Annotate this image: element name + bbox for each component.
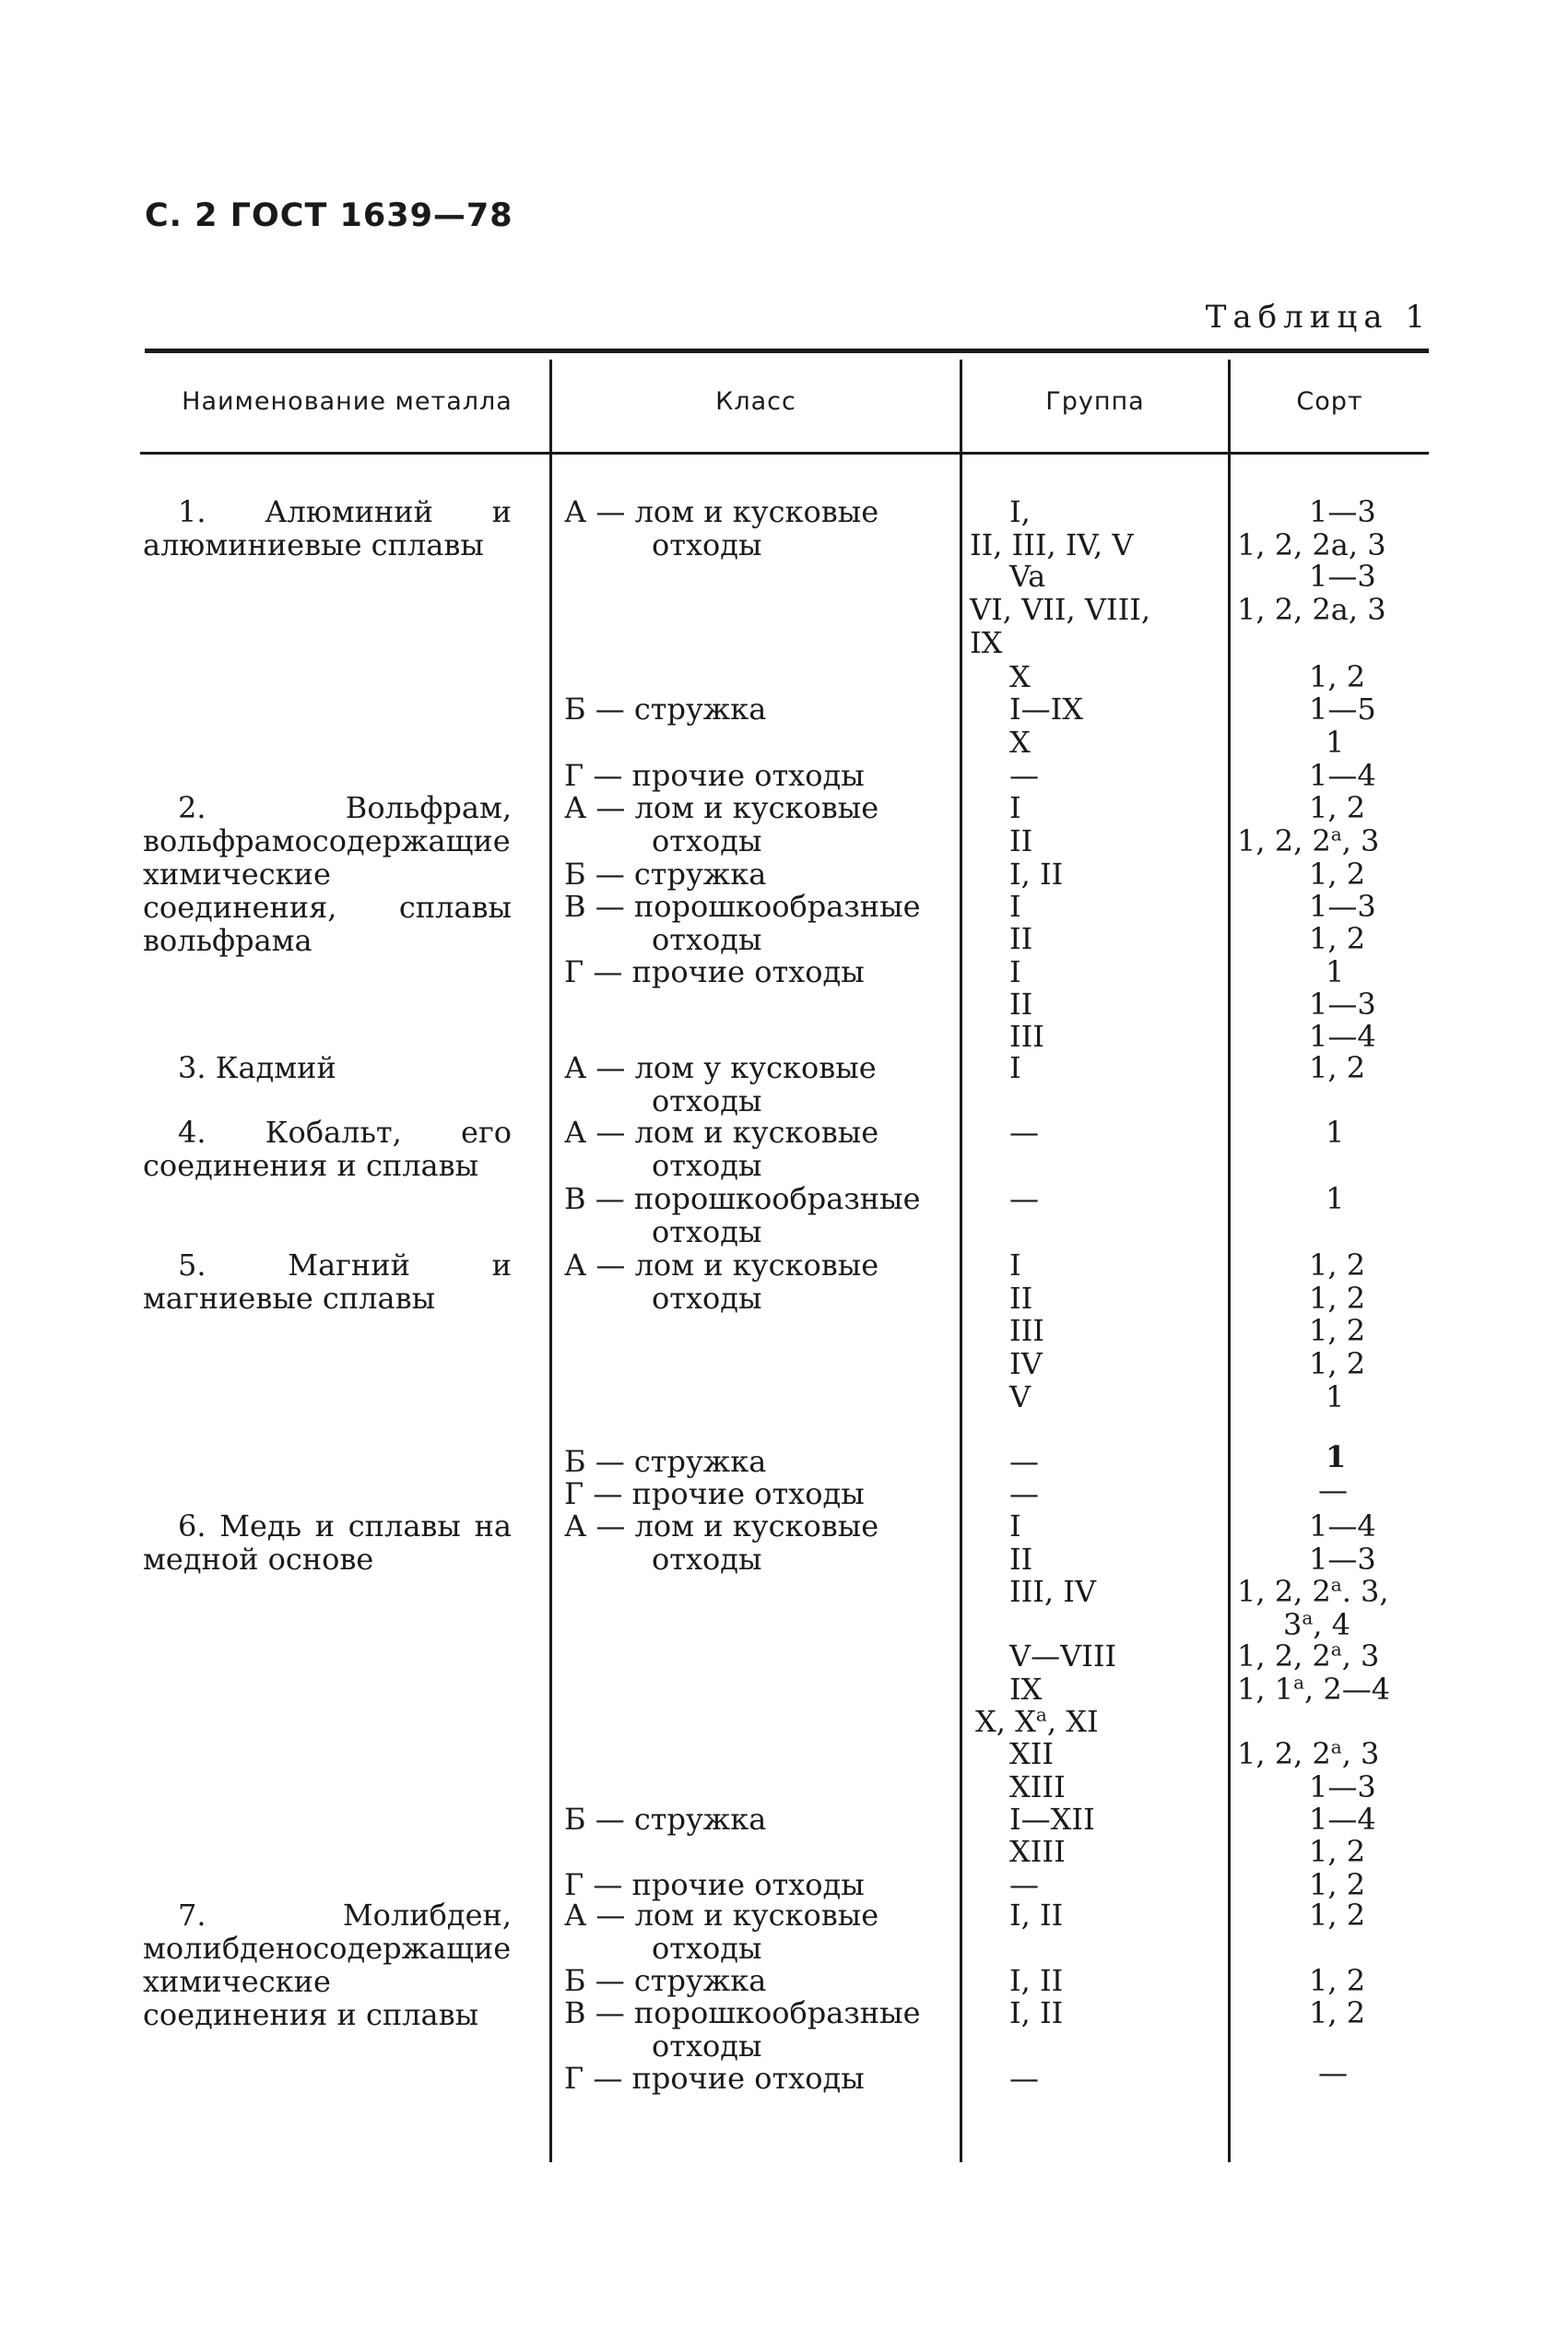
sort-cell: 1, 2, 2a, 3: [1237, 592, 1386, 627]
metal-name: 7. Молибден, молибденосодержащие химические соединения и сплавы: [143, 1898, 512, 2032]
group-cell: I: [1009, 790, 1021, 825]
group-cell: I, II: [1009, 1963, 1064, 1998]
sort-cell: 1, 2: [1309, 1834, 1366, 1869]
metal-name: 3. Кадмий: [178, 1050, 336, 1085]
group-cell: I: [1009, 1050, 1021, 1085]
sort-cell: 1, 2: [1309, 857, 1366, 892]
sort-cell: 1, 2: [1309, 1995, 1366, 2030]
group-cell: X: [1009, 725, 1031, 760]
sort-cell: 1: [1326, 1379, 1345, 1414]
group-cell: IX: [970, 625, 1003, 660]
group-cell: II, III, IV, V: [970, 527, 1134, 562]
col-header-sort: Сорт: [1296, 387, 1363, 416]
class-cell: Б — стружка: [564, 692, 767, 727]
sort-cell: 1, 2: [1309, 1346, 1366, 1381]
group-cell: II: [1009, 1281, 1033, 1316]
group-cell: I: [1009, 954, 1021, 989]
group-cell: II: [1009, 1542, 1033, 1577]
sort-cell: 1: [1326, 1115, 1345, 1150]
group-cell: —: [1009, 758, 1039, 793]
sort-cell: 3$^a$, 4: [1283, 1606, 1350, 1642]
group-cell: II: [1009, 823, 1033, 858]
class-cell: Г — прочие отходы: [564, 758, 865, 793]
sort-cell: 1—4: [1309, 1508, 1376, 1543]
group-cell: —: [1009, 2061, 1039, 2096]
class-cell: В — порошкообразные отходы: [564, 1995, 921, 2064]
sort-cell: 1—3: [1309, 1542, 1376, 1577]
group-cell: III: [1009, 1313, 1044, 1348]
group-cell: —: [1009, 1867, 1039, 1902]
group-cell: X, $X^a$, XI: [975, 1703, 1099, 1739]
class-cell: Г — прочие отходы: [564, 954, 865, 989]
class-cell: Г — прочие отходы: [564, 1476, 865, 1511]
group-cell: Va: [1009, 559, 1046, 594]
class-cell: А — лом и кусковые отходы: [564, 790, 879, 858]
sort-cell: —: [1318, 2055, 1348, 2090]
group-cell: VI, VII, VIII,: [970, 592, 1151, 627]
sort-cell: 1—3: [1309, 889, 1376, 924]
class-cell: Б — стружка: [564, 1444, 767, 1479]
sort-cell: 1: [1326, 1439, 1347, 1474]
col-divider-2: [960, 360, 962, 2162]
group-cell: V—VIII: [1009, 1638, 1117, 1674]
group-cell: III: [1009, 1019, 1044, 1054]
group-cell: I—XII: [1009, 1802, 1095, 1837]
class-cell: А — лом у кусковые отходы: [564, 1050, 877, 1118]
group-cell: I, II: [1009, 1898, 1064, 1933]
col-header-metal: Наименование металла: [182, 387, 513, 416]
group-cell: II: [1009, 921, 1033, 956]
sort-cell: 1—3: [1309, 987, 1376, 1022]
sort-cell: 1, 2: [1309, 1248, 1366, 1283]
group-cell: I: [1009, 1508, 1021, 1543]
sort-cell: 1—4: [1309, 758, 1376, 793]
sort-cell: 1, 2, 2a, 3: [1237, 527, 1386, 562]
group-cell: —: [1009, 1444, 1039, 1479]
sort-cell: 1, 2, 2$^a$. 3,: [1237, 1573, 1389, 1609]
group-cell: III, IV: [1009, 1574, 1097, 1609]
metal-name: 2. Вольфрам, вольфрамосодержащие химические соединения, сплавы вольфрама: [143, 790, 512, 958]
sort-cell: 1, 2, 2$^a$, 3: [1237, 1735, 1380, 1771]
metal-name: 6. Медь и сплавы на медной основе: [143, 1508, 512, 1577]
col-header-group: Группа: [1045, 387, 1145, 416]
sort-cell: 1—3: [1309, 559, 1376, 594]
class-cell: А — лом и кусковые отходы: [564, 1115, 879, 1183]
sort-cell: 1, 2, 2$^a$, 3: [1237, 822, 1380, 858]
sort-cell: 1—4: [1309, 1802, 1376, 1837]
group-cell: —: [1009, 1476, 1039, 1511]
group-cell: —: [1009, 1181, 1039, 1216]
sort-cell: 1, 2: [1309, 1313, 1366, 1348]
class-cell: Г — прочие отходы: [564, 1867, 865, 1902]
table-top-rule: [145, 349, 1429, 353]
sort-cell: 1, 2, 2$^a$, 3: [1237, 1638, 1380, 1674]
sort-cell: 1, 2: [1309, 1050, 1366, 1085]
group-cell: I, II: [1009, 1995, 1064, 2030]
class-cell: А — лом и кусковые отходы: [564, 1248, 879, 1316]
group-cell: —: [1009, 1115, 1039, 1150]
sort-cell: 1: [1326, 954, 1345, 989]
sort-cell: 1, 2: [1309, 1281, 1366, 1316]
metal-name: 1. Алюминий и алюминиевые сплавы: [143, 494, 512, 562]
group-cell: I: [1009, 1248, 1021, 1283]
sort-cell: 1, 2: [1309, 1963, 1366, 1998]
col-header-class: Класс: [715, 387, 796, 416]
class-cell: А — лом и кусковые отходы: [564, 1898, 879, 1966]
class-cell: Б — стружка: [564, 857, 767, 892]
metal-name: 4. Кобальт, его соединения и сплавы: [143, 1115, 512, 1183]
class-cell: А — лом и кусковые отходы: [564, 494, 879, 562]
group-cell: I—IX: [1009, 692, 1084, 727]
class-cell: Г — прочие отходы: [564, 2061, 865, 2096]
sort-cell: 1: [1326, 1181, 1345, 1216]
class-cell: В — порошкообразные отходы: [564, 889, 921, 957]
group-cell: I,: [1009, 494, 1031, 529]
sort-cell: 1, 2: [1309, 790, 1366, 825]
sort-cell: 1—5: [1309, 692, 1376, 727]
group-cell: XIII: [1009, 1834, 1066, 1869]
group-cell: I: [1009, 889, 1021, 924]
page-header: С. 2 ГОСТ 1639—78: [145, 197, 513, 234]
sort-cell: 1, 2: [1309, 659, 1366, 694]
sort-cell: 1, 1$^a$, 2—4: [1237, 1671, 1391, 1707]
col-divider-3: [1228, 360, 1231, 2162]
sort-cell: 1—3: [1309, 1769, 1376, 1804]
class-cell: Б — стружка: [564, 1963, 767, 1998]
group-cell: IX: [1009, 1672, 1043, 1707]
sort-cell: 1, 2: [1309, 1867, 1366, 1902]
sort-cell: 1—4: [1309, 1019, 1376, 1054]
group-cell: IV: [1009, 1346, 1043, 1381]
group-cell: XIII: [1009, 1769, 1066, 1804]
group-cell: V: [1009, 1379, 1032, 1414]
class-cell: А — лом и кусковые отходы: [564, 1508, 879, 1577]
sort-cell: 1, 2: [1309, 921, 1366, 956]
class-cell: Б — стружка: [564, 1802, 767, 1837]
group-cell: XII: [1009, 1736, 1055, 1771]
header-bottom-rule: [140, 452, 1429, 455]
sort-cell: 1—3: [1309, 494, 1376, 529]
metal-name: 5. Магний и магниевые сплавы: [143, 1248, 512, 1316]
col-divider-1: [549, 360, 552, 2162]
sort-cell: —: [1318, 1473, 1348, 1508]
group-cell: I, II: [1009, 857, 1064, 892]
table-label: Таблица 1: [1205, 299, 1432, 336]
sort-cell: 1, 2: [1309, 1898, 1366, 1933]
group-cell: II: [1009, 987, 1033, 1022]
group-cell: X: [1009, 659, 1031, 694]
sort-cell: 1: [1326, 725, 1345, 760]
class-cell: В — порошкообразные отходы: [564, 1181, 921, 1249]
